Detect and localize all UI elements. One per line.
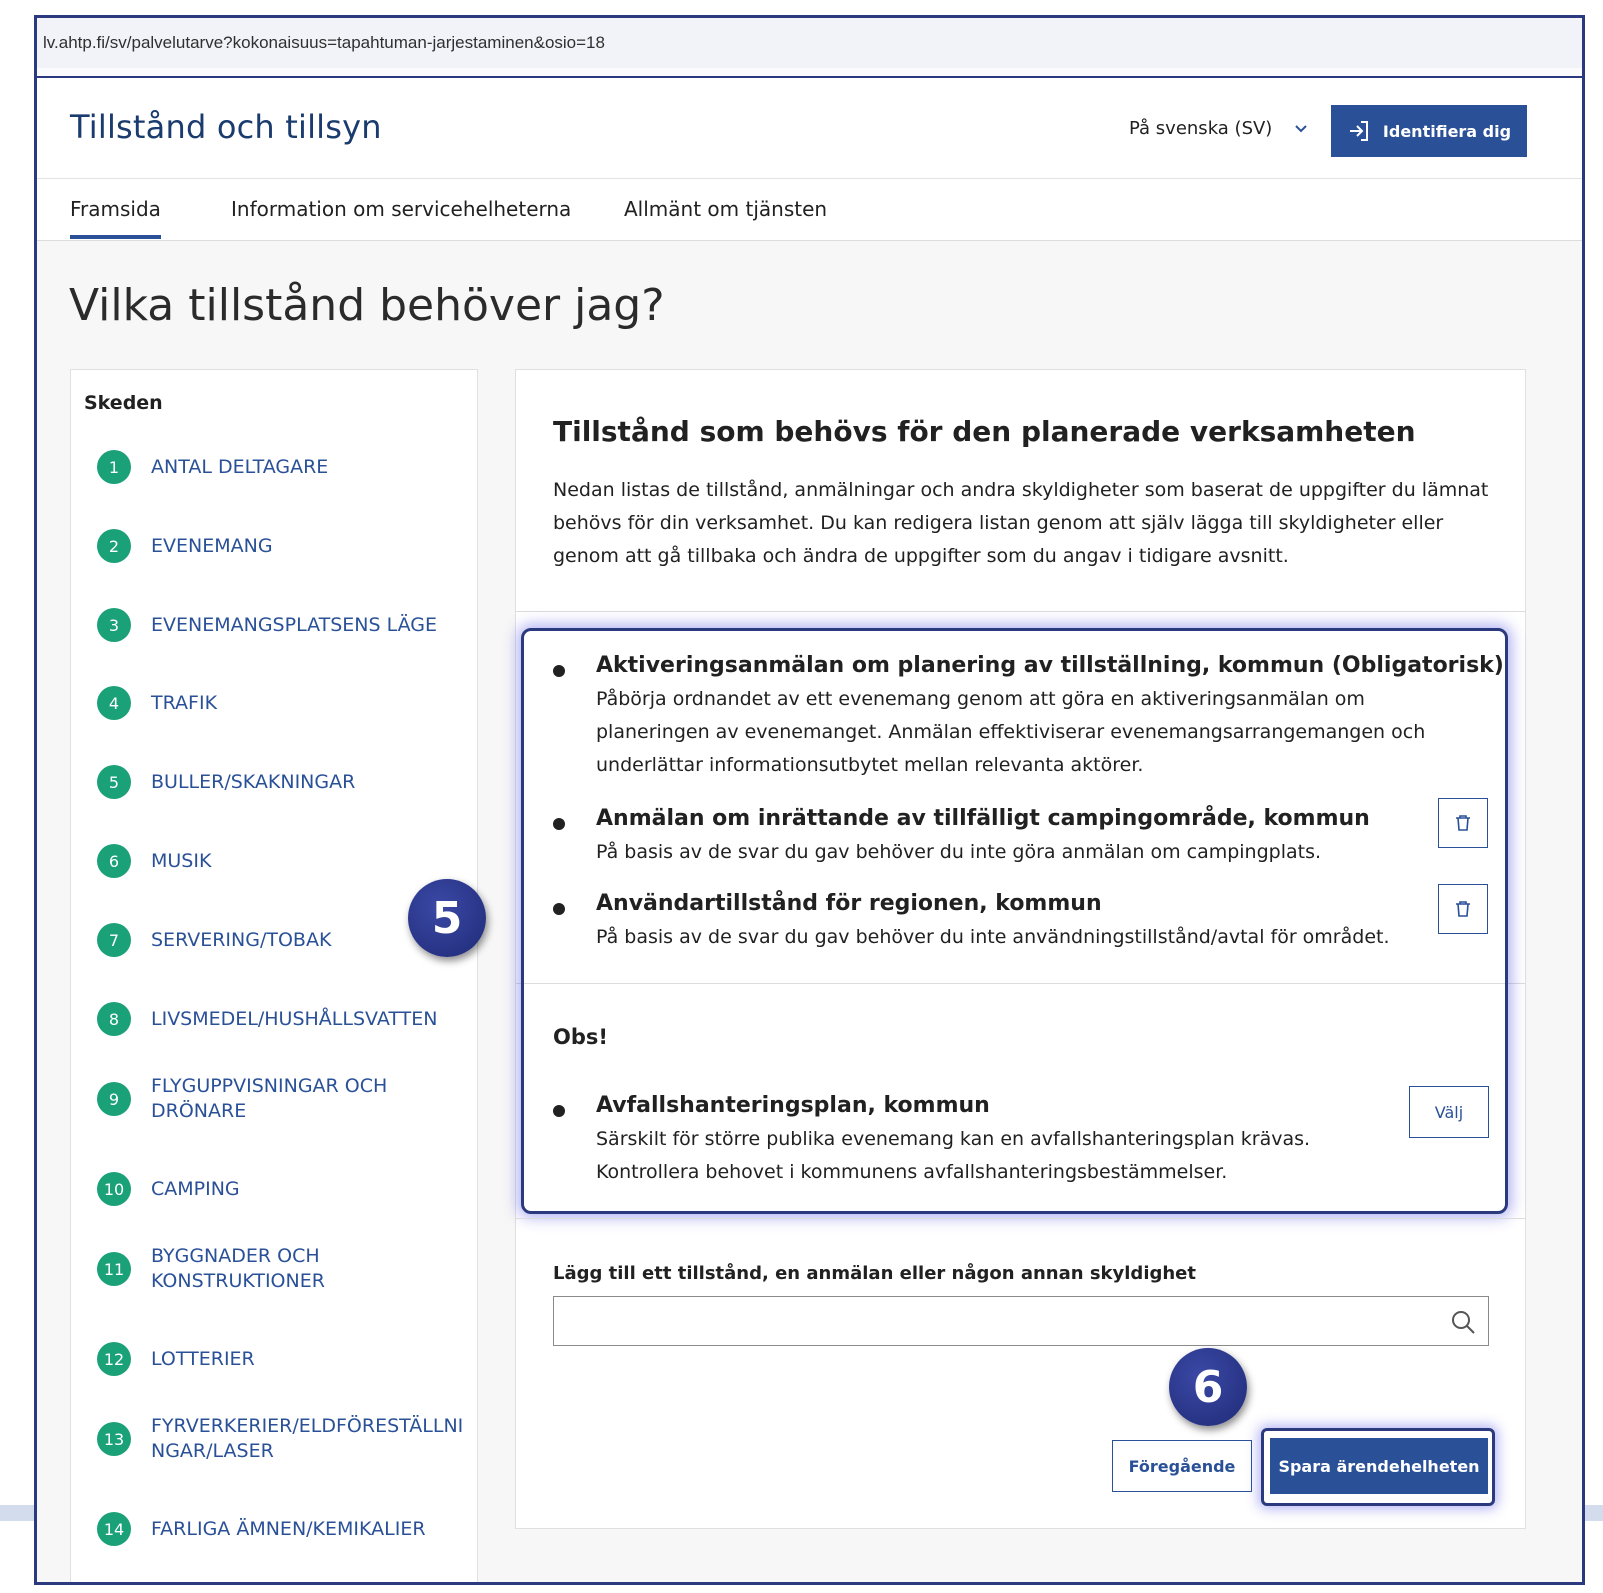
step-number: 13 — [97, 1422, 131, 1456]
page-title: Vilka tillstånd behöver jag? — [69, 280, 665, 331]
sidebar-step[interactable] — [97, 844, 461, 878]
sidebar-step[interactable] — [97, 1074, 401, 1124]
add-obligation-label: Lägg till ett tillstånd, en anmälan eller någon annan skyldighet — [553, 1263, 1196, 1284]
permit-title: Aktiveringsanmälan om planering av tillställning, kommun (Obligatorisk) — [596, 653, 1504, 678]
step-label: FYRVERKERIER/ELDFÖRESTÄLLNINGAR/LASER — [151, 1415, 464, 1462]
sidebar-step[interactable] — [97, 1002, 461, 1036]
sidebar-step[interactable] — [97, 1172, 461, 1206]
step-number: 7 — [97, 923, 131, 957]
login-label: Identifiera dig — [1382, 121, 1512, 141]
step-label: SERVERING/TOBAK — [151, 928, 332, 951]
results-panel — [515, 369, 1526, 1529]
step-number: 11 — [97, 1252, 131, 1286]
language-label: På svenska (SV) — [1129, 118, 1273, 139]
step-number: 12 — [97, 1342, 131, 1376]
results-title: Tillstånd som behövs för den planerade verksamheten — [553, 415, 1416, 448]
sidebar-step[interactable] — [97, 529, 461, 563]
step-number: 4 — [97, 686, 131, 720]
step-label: EVENEMANG — [151, 534, 273, 557]
sidebar-step[interactable] — [97, 923, 461, 957]
step-label: ANTAL DELTAGARE — [151, 455, 329, 478]
step-label: MUSIK — [151, 849, 212, 872]
nav-information[interactable]: Information om servicehelheterna — [231, 197, 572, 221]
step-number: 1 — [97, 450, 131, 484]
sidebar-step[interactable] — [97, 450, 461, 484]
permit-desc: På basis av de svar du gav behöver du inte göra anmälan om campingplats. — [596, 841, 1322, 863]
step-label: TRAFIK — [151, 691, 218, 714]
step-label: FLYGUPPVISNINGAR OCH DRÖNARE — [151, 1075, 388, 1122]
step-number: 8 — [97, 1002, 131, 1036]
permit-desc: På basis av de svar du gav behöver du inte användningstillstånd/avtal för området. — [596, 926, 1390, 948]
sidebar-step[interactable] — [97, 608, 461, 642]
language-selector[interactable] — [1129, 118, 1308, 139]
step-number: 2 — [97, 529, 131, 563]
highlight-annotation — [521, 628, 1508, 1214]
site-header — [37, 78, 1582, 178]
login-button[interactable] — [1331, 105, 1527, 157]
main-nav — [37, 178, 1582, 241]
sidebar-step[interactable] — [97, 1414, 471, 1464]
permit-title: Anmälan om inrättande av tillfälligt campingområde, kommun — [596, 806, 1370, 831]
optional-title: Avfallshanteringsplan, kommun — [596, 1093, 990, 1118]
address-bar[interactable] — [37, 18, 1582, 76]
step-label: BULLER/SKAKNINGAR — [151, 770, 356, 793]
step-number: 10 — [97, 1172, 131, 1206]
divider — [516, 611, 1525, 612]
permit-title: Användartillstånd för regionen, kommun — [596, 891, 1102, 916]
browser-frame — [34, 15, 1585, 1585]
step-label: LIVSMEDEL/HUSHÅLLSVATTEN — [151, 1007, 438, 1030]
sidebar-step[interactable] — [97, 686, 461, 720]
callout-badge: 5 — [408, 879, 486, 957]
obs-heading: Obs! — [553, 1025, 608, 1049]
divider — [516, 1218, 1525, 1219]
sidebar-step[interactable] — [97, 765, 461, 799]
step-number: 14 — [97, 1512, 131, 1546]
callout-badge: 6 — [1169, 1348, 1247, 1426]
results-intro: Nedan listas de tillstånd, anmälningar och andra skyldigheter som baserat de uppgifter du lämnat behövs för din verksamhet. Du kan redigera listan genom att själv lägga till skyldigheter eller genom att gå tillbaka och ändra de uppgifter som du angav i tidigare avsnitt. — [553, 479, 1489, 567]
sidebar-step[interactable] — [97, 1512, 461, 1546]
url-text: lv.ahtp.fi/sv/palvelutarve?kokonaisuus=tapahtuman-jarjestaminen&osio=18 — [43, 33, 605, 52]
sidebar-title: Skeden — [84, 392, 163, 414]
step-number: 5 — [97, 765, 131, 799]
step-number: 3 — [97, 608, 131, 642]
step-label: FARLIGA ÄMNEN/KEMIKALIER — [151, 1517, 426, 1540]
search-field[interactable] — [553, 1296, 1489, 1346]
select-button[interactable]: Välj — [1409, 1086, 1489, 1138]
search-input[interactable] — [554, 1297, 1488, 1345]
site-title[interactable]: Tillstånd och tillsyn — [70, 108, 382, 146]
step-label: LOTTERIER — [151, 1347, 255, 1370]
sidebar-step[interactable] — [97, 1342, 461, 1376]
step-number: 9 — [97, 1082, 131, 1116]
login-icon — [1347, 119, 1371, 143]
step-label: EVENEMANGSPLATSENS LÄGE — [151, 613, 438, 636]
step-number: 6 — [97, 844, 131, 878]
save-button[interactable]: Spara ärendehelheten — [1270, 1438, 1488, 1494]
nav-allmant[interactable]: Allmänt om tjänsten — [624, 197, 828, 221]
sidebar-step[interactable] — [97, 1244, 351, 1294]
step-label: CAMPING — [151, 1177, 240, 1200]
search-icon — [1450, 1309, 1476, 1335]
stages-sidebar — [70, 369, 478, 1585]
optional-desc: Särskilt för större publika evenemang kan en avfallshanteringsplan krävas. Kontrollera behovet i kommunens avfallshanteringsbestämmelser. — [596, 1128, 1311, 1183]
permit-desc: Påbörja ordnandet av ett evenemang genom att göra en aktiveringsanmälan om planeringen av evenemanget. Anmälan effektiviserar evenemangsarrangemangen och underlättar informationsutbytet mellan relevanta aktörer. — [596, 688, 1426, 776]
previous-button[interactable]: Föregående — [1112, 1440, 1252, 1492]
chevron-down-icon — [1294, 122, 1308, 136]
step-label: BYGGNADER OCH KONSTRUKTIONER — [151, 1245, 325, 1292]
nav-framsida[interactable]: Framsida — [70, 197, 161, 221]
